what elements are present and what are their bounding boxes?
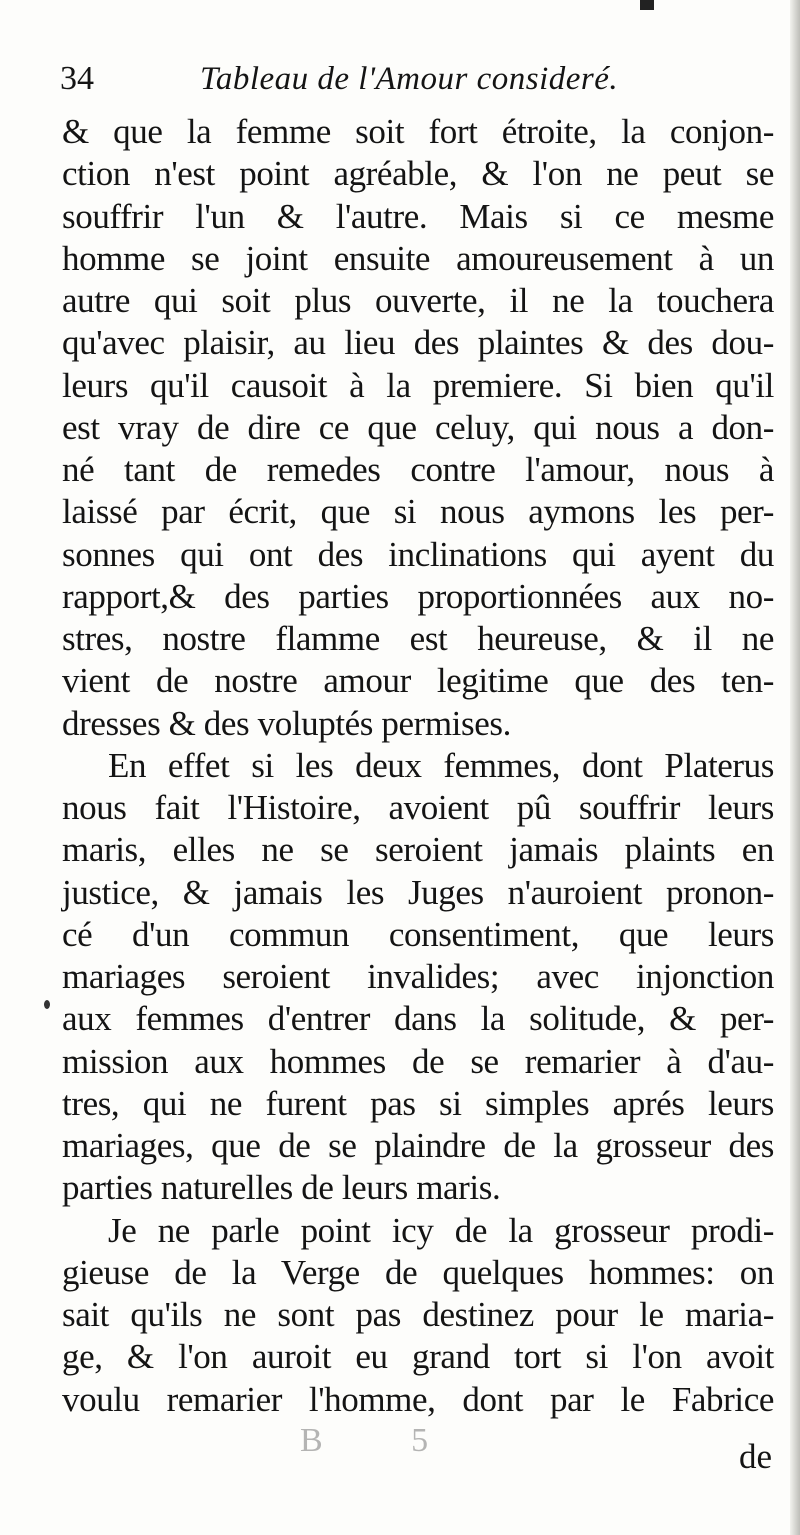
text-line: ge, & l'on auroit eu grand tort si l'on avoit: [62, 1337, 774, 1377]
text-line: laissé par écrit, que si nous aymons les per-: [62, 492, 774, 532]
text-line: leurs qu'il causoit à la premiere. Si bien qu'il: [62, 365, 774, 405]
text-line: voulu remarier l'homme, dont par le Fabrice: [62, 1379, 774, 1419]
running-head: [60, 56, 760, 106]
text-line: sait qu'ils ne sont pas destinez pour le maria-: [62, 1295, 774, 1334]
ink-speck: [44, 1000, 50, 1009]
catchword: de: [738, 1437, 772, 1476]
paragraph-end-line: parties naturelles de leurs maris.: [62, 1168, 501, 1208]
page-number: 34: [60, 60, 94, 97]
text-line: rapport,& des parties proportionnées aux no-: [62, 576, 774, 616]
text-line: sonnes qui ont des inclinations qui ayent du: [62, 534, 774, 574]
text-line: nous fait l'Histoire, avoient pû souffrir leurs: [62, 788, 774, 827]
page-edge-shadow: [790, 0, 800, 1535]
text-line: justice, & jamais les Juges n'auroient pronon-: [62, 872, 774, 912]
scan-edge-mark: [640, 0, 654, 10]
paragraph-start-line: En effet si les deux femmes, dont Platerus: [108, 745, 774, 785]
text-line: gieuse de la Verge de quelques hommes: on: [62, 1252, 774, 1292]
text-line: mission aux hommes de se remarier à d'au-: [62, 1041, 774, 1081]
text-line: autre qui soit plus ouverte, il ne la touchera: [62, 281, 774, 320]
text-line: stres, nostre flamme est heureuse, & il ne: [62, 619, 774, 658]
text-line: souffrir l'un & l'autre. Mais si ce mesme: [62, 196, 774, 236]
text-line: mariages, que de se plaindre de la grosseur des: [62, 1126, 774, 1165]
text-line: est vray de dire ce que celuy, qui nous a don-: [62, 407, 774, 447]
text-line: maris, elles ne se seroient jamais plaints en: [62, 830, 774, 870]
text-line: né tant de remedes contre l'amour, nous à: [62, 450, 774, 489]
text-line: homme se joint ensuite amoureusement à un: [62, 238, 774, 278]
text-line: cé d'un commun consentiment, que leurs: [62, 914, 774, 954]
paragraph-start-line: Je ne parle point icy de la grosseur prodi-: [108, 1210, 774, 1250]
text-line: ction n'est point agréable, & l'on ne peut se: [62, 154, 774, 194]
running-title: Tableau de l'Amour consideré.: [200, 61, 619, 97]
body-text: [62, 111, 774, 1421]
signature-mark: B 5: [300, 1422, 469, 1459]
text-line: tres, qui ne furent pas si simples aprés leurs: [62, 1083, 774, 1123]
text-line: & que la femme soit fort étroite, la conjon-: [62, 112, 774, 151]
text-line: aux femmes d'entrer dans la solitude, & per-: [62, 999, 774, 1039]
text-line: vient de nostre amour legitime que des ten-: [62, 661, 774, 701]
paragraph-end-line: dresses & des voluptés permises.: [62, 703, 511, 743]
text-line: qu'avec plaisir, au lieu des plaintes & des dou-: [62, 323, 774, 363]
text-line: mariages seroient invalides; avec injonction: [62, 957, 774, 996]
